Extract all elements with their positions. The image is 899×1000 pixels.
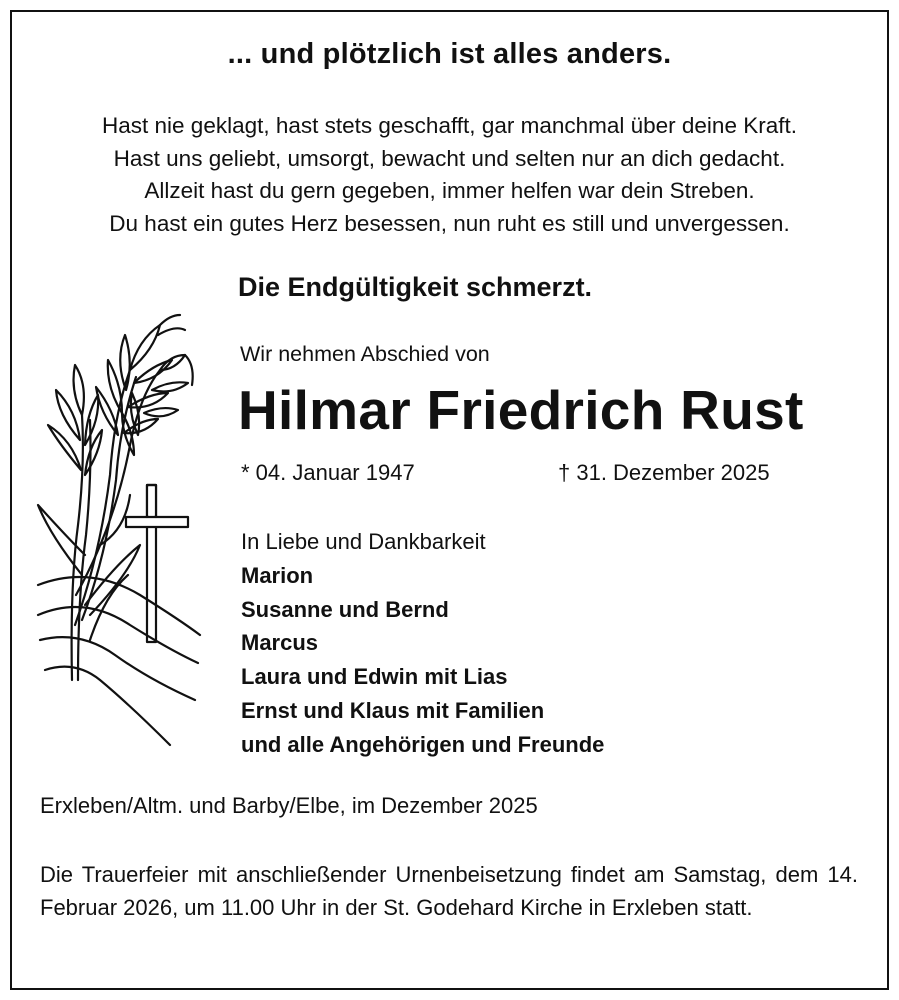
poem-line: Allzeit hast du gern gegeben, immer helfen war dein Streben.: [144, 178, 755, 203]
wheat-and-cross-icon: [30, 295, 210, 760]
poem-line: Du hast ein gutes Herz besessen, nun ruht es still und unvergessen.: [109, 210, 790, 236]
poem-line: Hast nie geklagt, hast stets geschafft, gar manchmal über deine Kraft.: [102, 113, 797, 138]
mourner-name: Marion: [241, 562, 314, 588]
mourners-lead: In Liebe und Dankbarkeit: [241, 529, 486, 554]
birth-date: * 04. Januar 1947: [241, 460, 415, 485]
place-and-date: Erxleben/Altm. und Barby/Elbe, im Dezember 2025: [40, 793, 538, 818]
mourner-name: Susanne und Bernd: [241, 596, 449, 622]
deceased-name: Hilmar Friedrich Rust: [238, 379, 804, 441]
funeral-text: Die Trauerfeier mit anschließender Urnenbeisetzung findet am Samstag, dem 14. Februar 2026, um 11.00 Uhr in der St. Godehard Kirche in Erxleben statt.: [40, 862, 858, 920]
intro-text: Wir nehmen Abschied von: [240, 342, 490, 366]
mourner-name: Marcus: [241, 630, 319, 656]
headline: ... und plötzlich ist alles anders.: [227, 38, 672, 70]
subheadline: Die Endgültigkeit schmerzt.: [238, 272, 593, 302]
mourner-name: Ernst und Klaus mit Familien: [241, 697, 545, 723]
death-date: † 31. Dezember 2025: [558, 460, 770, 485]
poem: [0, 110, 899, 240]
poem-line: Hast uns geliebt, umsorgt, bewacht und selten nur an dich gedacht.: [113, 145, 786, 171]
mourner-name: und alle Angehörigen und Freunde: [241, 731, 605, 757]
mourners-list: [241, 525, 604, 762]
funeral-notice: [40, 858, 858, 924]
mourner-name: Laura und Edwin mit Lias: [241, 664, 508, 690]
